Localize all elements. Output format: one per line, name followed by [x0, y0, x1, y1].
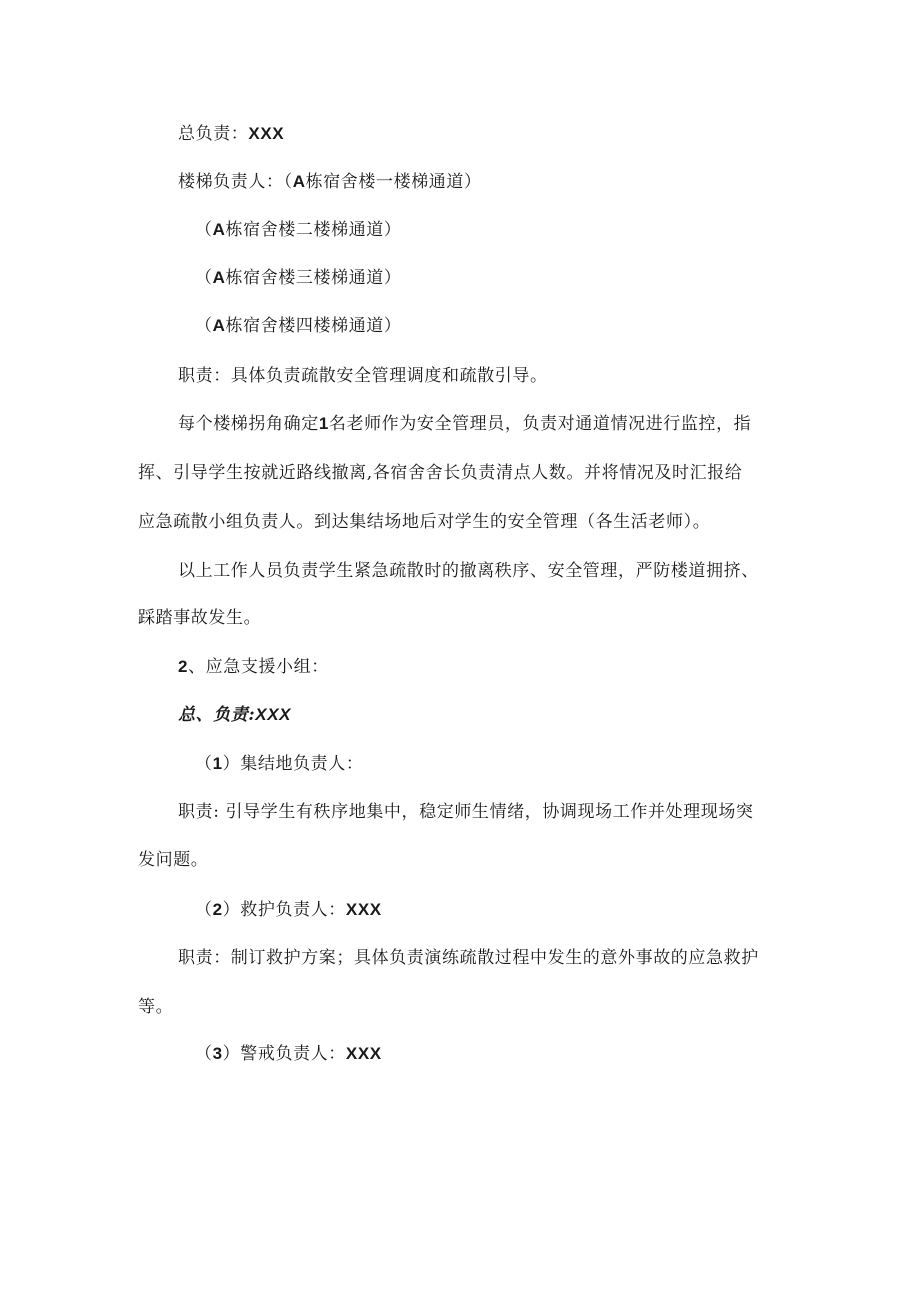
duty-line-assembly-1: 职责: 引导学生有秩序地集中，稳定师生情绪，协调现场工作并处理现场突	[178, 802, 754, 822]
open-paren: （	[195, 1044, 213, 1064]
support-general-leader-name: XXX	[255, 705, 292, 724]
stair-leader-line-2	[195, 218, 402, 242]
paragraph-stair-manager-2: 挥、引导学生按就近路线撤离,各宿舍舍长负责清点人数。并将情况及时汇报给	[138, 463, 743, 483]
stair-location-3: 栋宿舍楼三楼梯通道）	[225, 268, 402, 288]
open-paren: （	[195, 900, 213, 920]
building-letter: A	[212, 220, 226, 239]
paragraph-text: 名老师作为安全管理员，负责对通道情况进行监控，指	[328, 414, 752, 434]
open-paren: （	[195, 754, 213, 774]
stair-location-2: 栋宿舍楼二楼梯通道）	[225, 220, 402, 240]
rescue-leader-label: ）救护负责人：	[222, 900, 346, 920]
open-paren: （	[195, 220, 213, 240]
assembly-leader-line	[195, 752, 363, 776]
rescue-leader-line	[195, 898, 382, 922]
general-leader-label: 总负责：	[178, 124, 249, 144]
stair-leader-line-4	[195, 314, 402, 338]
teacher-count: 1	[318, 414, 329, 433]
paragraph-staff-1: 以上工作人员负责学生紧急疏散时的撤离秩序、安全管理，严防楼道拥挤、	[178, 561, 759, 581]
assembly-leader-label: ）集结地负责人：	[222, 754, 364, 774]
stair-leader-label: 楼梯负责人：（	[178, 172, 293, 192]
open-paren: （	[195, 316, 213, 336]
rescue-leader-name: XXX	[345, 900, 382, 919]
section-number: 2	[178, 657, 189, 676]
duty-line-rescue-1: 职责：制订救护方案；具体负责演练疏散过程中发生的意外事故的应急救护	[178, 948, 759, 968]
duty-line-assembly-2: 发问题。	[138, 850, 209, 870]
guard-leader-label: ）警戒负责人：	[222, 1044, 346, 1064]
guard-leader-line	[195, 1042, 382, 1066]
paragraph-text: 每个楼梯拐角确定	[178, 414, 319, 434]
general-leader-name: XXX	[248, 124, 285, 143]
building-letter: A	[212, 268, 226, 287]
guard-leader-name: XXX	[345, 1044, 382, 1063]
support-general-leader-line	[178, 703, 291, 727]
stair-location-4: 栋宿舍楼四楼梯通道）	[225, 316, 402, 336]
section-heading-support	[178, 655, 329, 679]
item-number: 2	[212, 900, 223, 919]
section-title: 、应急支援小组：	[188, 657, 329, 677]
stair-leader-line-1	[178, 170, 482, 194]
stair-leader-line-3	[195, 266, 402, 290]
stair-location-1: 栋宿舍楼一楼梯通道）	[305, 172, 482, 192]
open-paren: （	[195, 268, 213, 288]
paragraph-stair-manager-3: 应急疏散小组负责人。到达集结场地后对学生的安全管理（各生活老师）。	[138, 512, 711, 532]
building-letter: A	[292, 172, 306, 191]
paragraph-stair-manager-1	[178, 412, 751, 436]
support-general-leader-label: 总、负责:	[178, 705, 256, 725]
building-letter: A	[212, 316, 226, 335]
item-number: 3	[212, 1044, 223, 1063]
duty-line-1: 职责：具体负责疏散安全管理调度和疏散引导。	[178, 366, 548, 386]
item-number: 1	[212, 754, 223, 773]
general-leader-line	[178, 122, 284, 146]
duty-line-rescue-2: 等。	[138, 997, 174, 1017]
paragraph-staff-2: 踩踏事故发生。	[138, 608, 262, 628]
